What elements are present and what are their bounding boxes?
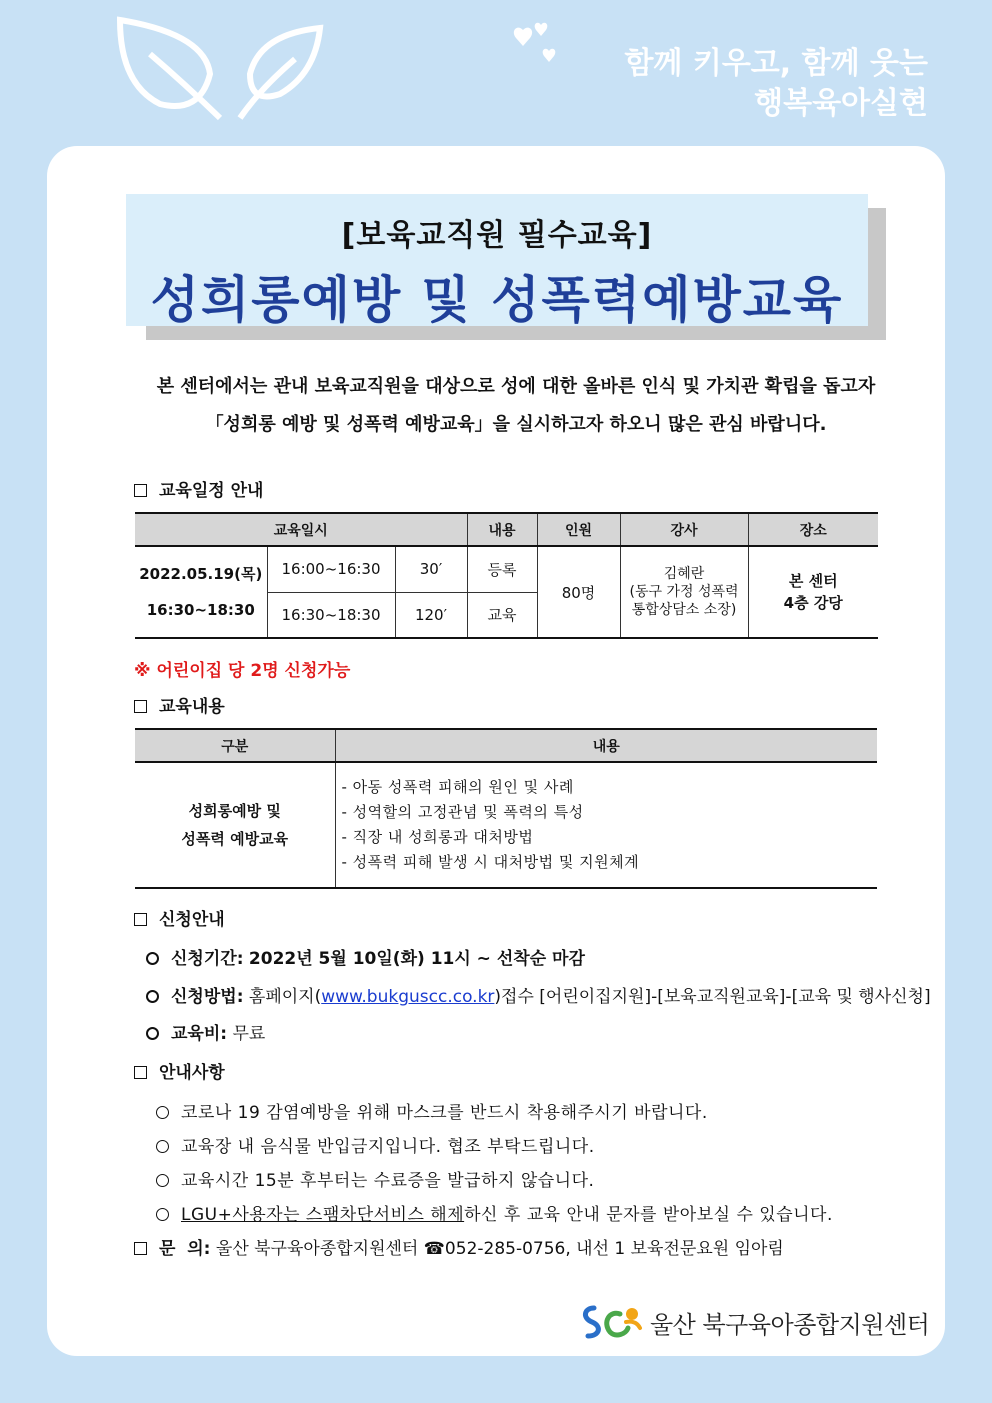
apply-fee: 교육비: 무료 — [146, 1019, 265, 1044]
table-cell-time: 16:30~18:30 — [267, 592, 395, 638]
circle-bullet-icon — [146, 952, 159, 965]
schedule-date: 2022.05.19(목) — [139, 565, 263, 583]
circle-bullet-icon — [156, 1174, 169, 1187]
header-instructor: 강사 — [620, 513, 748, 546]
list-item: - 아동 성폭력 피해의 원인 및 사례 — [341, 778, 574, 796]
note-red: ※ 어린이집 당 2명 신청가능 — [134, 661, 351, 681]
notice-item: 교육장 내 음식물 반입금지입니다. 협조 부탁드립니다. — [156, 1132, 595, 1157]
notice-item: 코로나 19 감염예방을 위해 마스크를 반드시 착용해주시기 바랍니다. — [156, 1098, 708, 1123]
header-datetime: 교육일시 — [135, 513, 467, 546]
homepage-link[interactable]: www.bukguscc.co.kr — [321, 987, 495, 1007]
schedule-date-cell — [135, 546, 267, 638]
category-line1: 성희롱예방 및 — [188, 802, 281, 820]
checkbox-square-icon — [134, 1066, 147, 1079]
footer-org-name: 울산 북구육아종합지원센터 — [650, 1310, 930, 1339]
footer-logo — [580, 1300, 929, 1344]
circle-bullet-icon — [156, 1106, 169, 1119]
instructor-affil2: 통합상담소 소장) — [631, 602, 737, 618]
instructor-name: 김혜란 — [663, 566, 705, 582]
title-sub: [보육교직원 필수교육] — [341, 218, 653, 253]
notice-item: LGU+사용자는 스팸차단서비스 해제하신 후 교육 안내 문자를 받아보실 수 있습니다. — [156, 1200, 833, 1225]
notice-item: 교육시간 15분 후부터는 수료증을 발급하지 않습니다. — [156, 1166, 594, 1191]
contact-line: 문 의: 울산 북구육아종합지원센터 ☎052-285-0756, 내선 1 보육전문요원 임아림 — [134, 1234, 784, 1259]
list-item: - 직장 내 성희롱과 대처방법 — [341, 828, 534, 846]
slogan — [624, 44, 928, 124]
contents-table — [135, 728, 877, 889]
category-line2: 성폭력 예방교육 — [181, 830, 289, 848]
header-people: 인원 — [537, 513, 620, 546]
schedule-time-range: 16:30~18:30 — [146, 601, 255, 619]
schedule-people: 80명 — [537, 546, 620, 638]
table-cell-duration: 30′ — [395, 546, 467, 592]
instructor-affil1: (동구 가정 성폭력 — [629, 584, 739, 600]
schedule-heading: 교육일정 안내 — [134, 476, 263, 501]
intro-text — [100, 368, 932, 444]
hearts-icon — [508, 20, 568, 70]
intro-line1: 본 센터에서는 관내 보육교직원을 대상으로 성에 대한 올바른 인식 및 가치관 확립을 돕고자 — [156, 376, 876, 397]
list-item: - 성폭력 피해 발생 시 대처방법 및 지원체계 — [341, 853, 640, 871]
leaf-icon — [110, 14, 330, 124]
header-place: 장소 — [748, 513, 878, 546]
header-content: 내용 — [467, 513, 537, 546]
header-category: 구분 — [135, 729, 335, 762]
list-item: - 성역할의 고정관념 및 폭력의 특성 — [341, 803, 584, 821]
circle-bullet-icon — [146, 1027, 159, 1040]
contents-heading: 교육내용 — [134, 692, 225, 717]
table-cell-content: 교육 — [467, 592, 537, 638]
circle-bullet-icon — [146, 990, 159, 1003]
contents-category — [135, 762, 335, 888]
apply-method: 신청방법: 홈페이지(www.bukguscc.co.kr)접수 [어린이집지원]-[보육교직원교육]-[교육 및 행사신청] — [146, 982, 931, 1007]
table-cell-time: 16:00~16:30 — [267, 546, 395, 592]
schedule-place — [748, 546, 878, 638]
apply-heading: 신청안내 — [134, 905, 225, 930]
checkbox-square-icon — [134, 1242, 147, 1255]
place-line2: 4층 강당 — [783, 594, 843, 612]
checkbox-square-icon — [134, 913, 147, 926]
checkbox-square-icon — [134, 484, 147, 497]
header-detail: 내용 — [335, 729, 877, 762]
place-line1: 본 센터 — [788, 572, 838, 590]
table-cell-duration: 120′ — [395, 592, 467, 638]
slogan-line2: 행복육아실현 — [754, 86, 928, 121]
page-title: 성희롱예방 및 성폭력예방교육 — [150, 271, 844, 329]
schedule-instructor — [620, 546, 748, 638]
slogan-line1: 함께 키우고, 함께 웃는 — [624, 46, 928, 81]
checkbox-square-icon — [134, 700, 147, 713]
circle-bullet-icon — [156, 1208, 169, 1221]
intro-line2: 「성희롱 예방 및 성폭력 예방교육」을 실시하고자 하오니 많은 관심 바랍니다. — [205, 414, 827, 435]
contents-detail — [335, 762, 877, 888]
circle-bullet-icon — [156, 1140, 169, 1153]
org-logo-icon — [580, 1300, 644, 1344]
apply-period: 신청기간: 2022년 5월 10일(화) 11시 ~ 선착순 마감 — [146, 944, 585, 969]
title-box — [126, 194, 868, 329]
notices-heading: 안내사항 — [134, 1058, 225, 1083]
table-cell-content: 등록 — [467, 546, 537, 592]
schedule-table — [135, 512, 878, 639]
